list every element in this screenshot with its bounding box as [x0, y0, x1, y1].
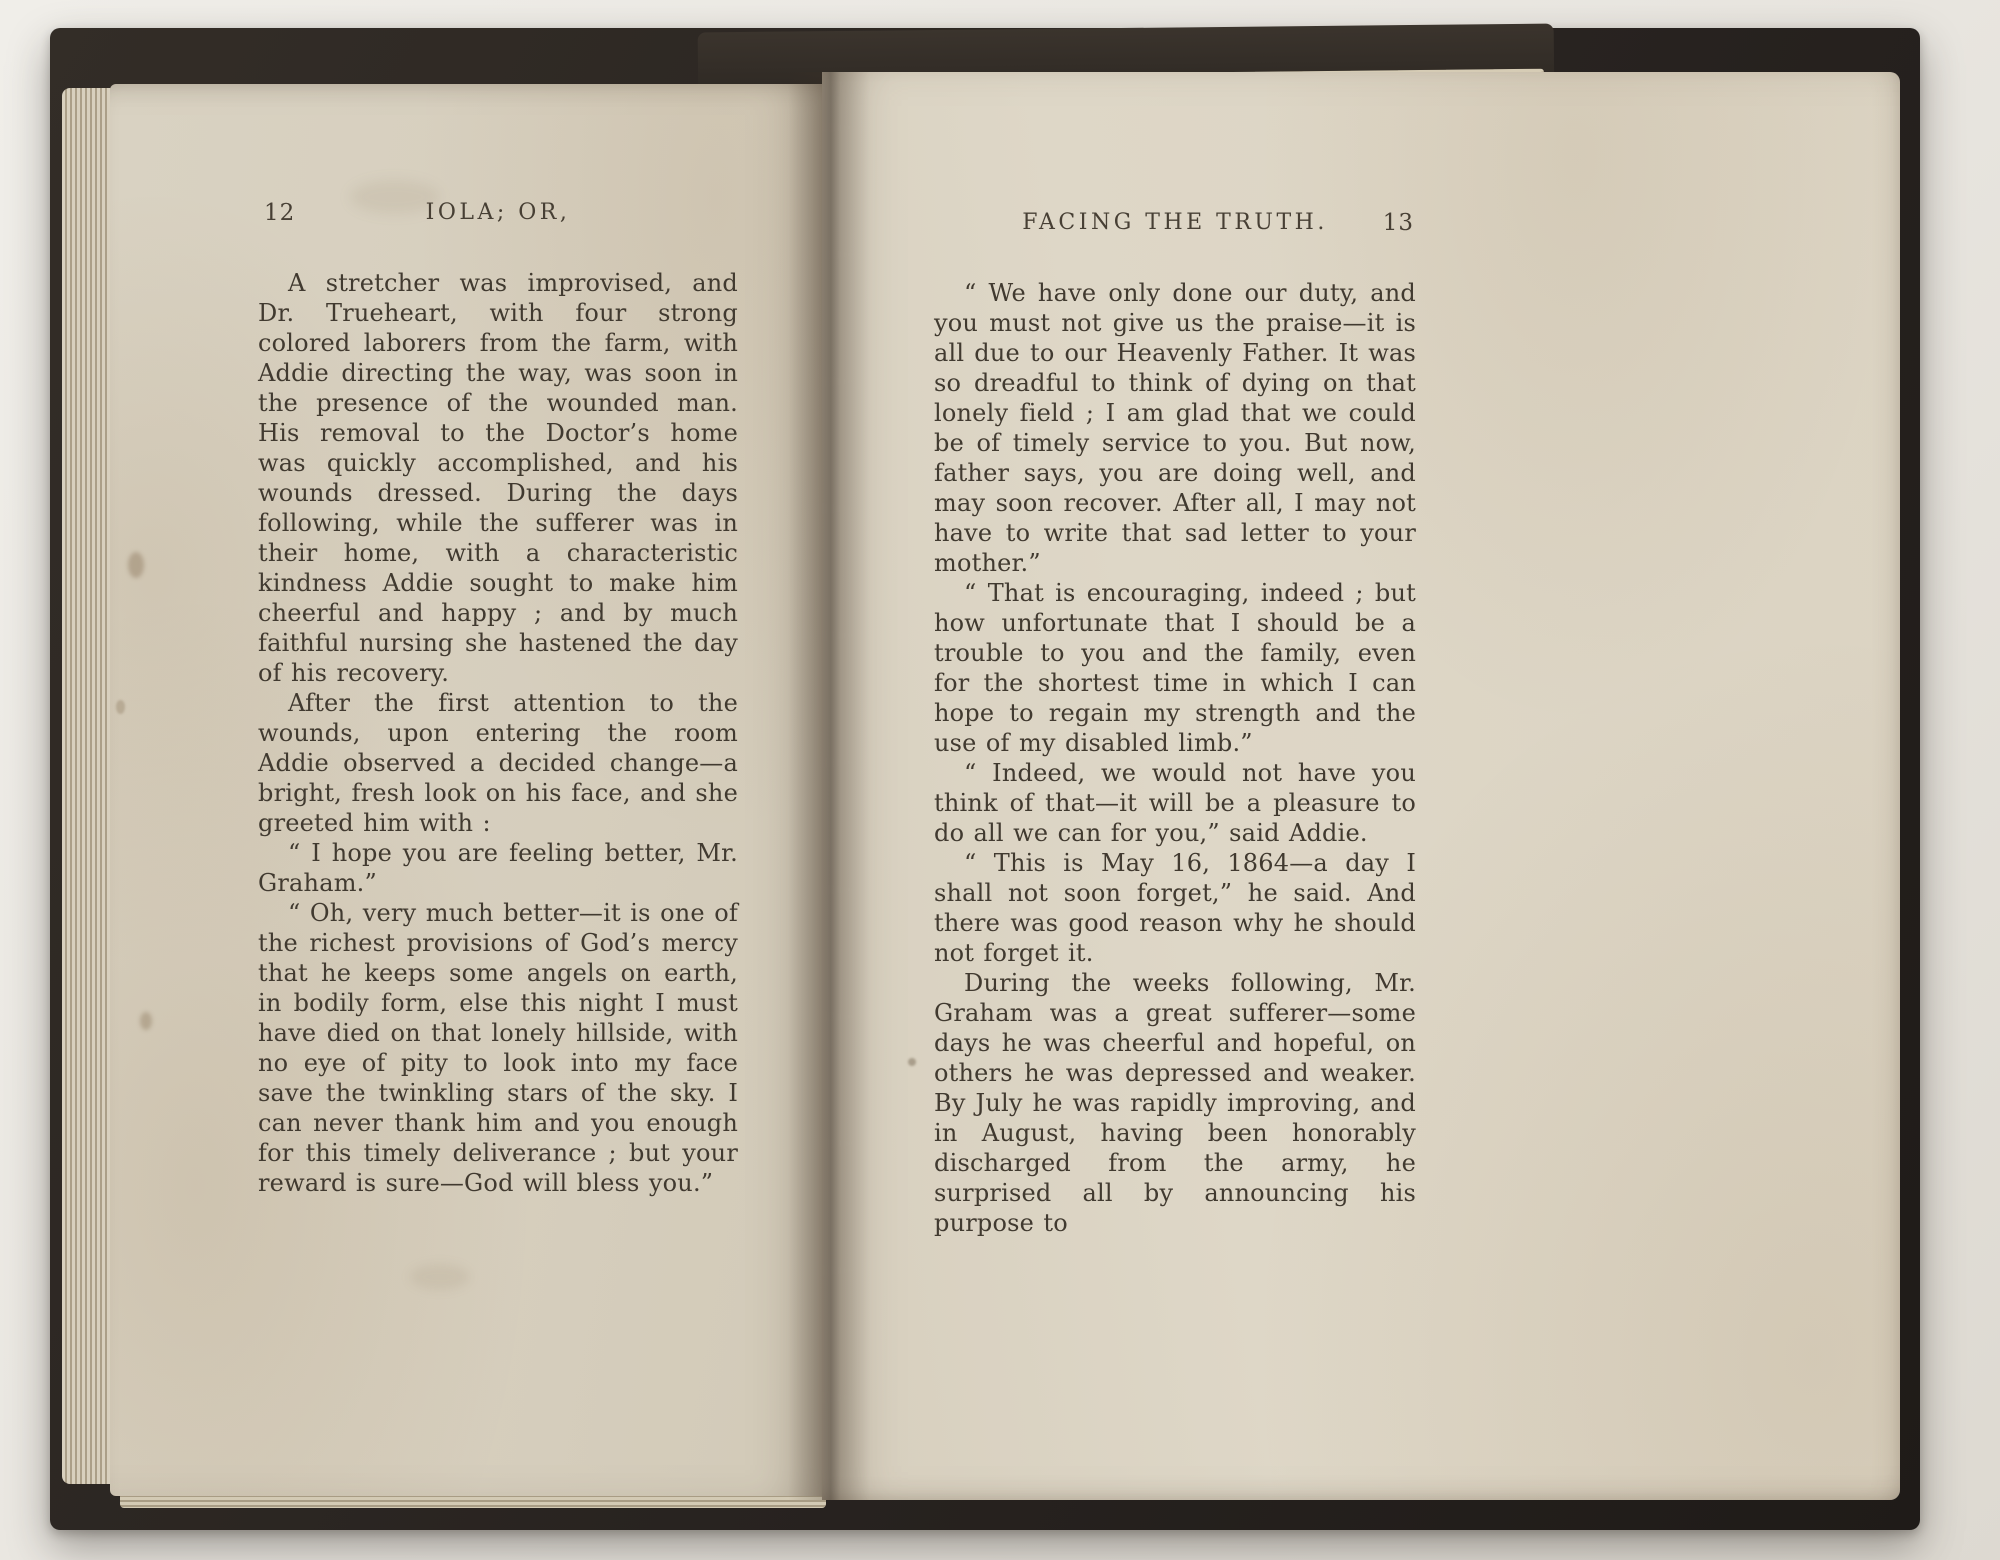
paragraph: “ Oh, very much better—it is one of the richest provisions of God’s mercy that he keeps some angels on earth, in bodily form, else this night I must have died on that lonely hillside, with no eye of pity to look into my face save the twinkling stars of the sky. I can never thank him and you enough for this timely deliverance ; but your reward is sure—God will bless you.”: [258, 899, 738, 1197]
paragraph: “ Indeed, we would not have you think of that—it will be a pleasure to do all we can for you,” said Addie.: [934, 759, 1416, 847]
paragraph: “ That is encouraging, indeed ; but how unfortunate that I should be a trouble to you and the family, even for the shortest time in which I can hope to regain my strength and the use of my disabled limb.”: [934, 579, 1416, 757]
paragraph: “ We have only done our duty, and you must not give us the praise—it is all due to our Heavenly Father. It was so dreadful to think of dying on that lonely field ; I am glad that we could be of timely service to you. But now, father says, you are doing well, and may soon recover. After all, I may not have to write that sad letter to your mother.”: [934, 279, 1416, 577]
right-page-text: [934, 278, 1416, 1238]
open-book-photo: [50, 28, 1920, 1530]
left-page-header: [258, 200, 738, 232]
left-page: [110, 84, 822, 1496]
left-running-title: IOLA; OR,: [425, 200, 571, 225]
right-running-title: FACING THE TRUTH.: [1022, 210, 1328, 235]
right-page-number: 13: [1382, 210, 1414, 236]
right-page: [822, 72, 1900, 1500]
right-page-header: [934, 210, 1416, 242]
paragraph: During the weeks following, Mr. Graham was a great sufferer—some days he was cheerful and hopeful, on others he was depressed and weaker. By July he was rapidly improving, and in August, having been honorably discharged from the army, he surprised all by announcing his purpose to: [934, 969, 1416, 1237]
paragraph: After the first attention to the wounds, upon entering the room Addie observed a decided change—a bright, fresh look on his face, and she greeted him with :: [258, 689, 738, 837]
left-page-text: [258, 268, 738, 1198]
paragraph: “ I hope you are feeling better, Mr. Graham.”: [258, 839, 738, 897]
paragraph: A stretcher was improvised, and Dr. Trueheart, with four strong colored laborers from the farm, with Addie directing the way, was soon in the presence of the wounded man. His removal to the Doctor’s home was quickly accomplished, and his wounds dressed. During the days following, while the sufferer was in their home, with a characteristic kindness Addie sought to make him cheerful and happy ; and by much faithful nursing she hastened the day of his recovery.: [258, 269, 738, 687]
stain: [410, 1264, 470, 1290]
left-page-stack-edge: [62, 88, 114, 1484]
paragraph: “ This is May 16, 1864—a day I shall not soon forget,” he said. And there was good reason why he should not forget it.: [934, 849, 1416, 967]
left-page-number: 12: [264, 200, 296, 226]
